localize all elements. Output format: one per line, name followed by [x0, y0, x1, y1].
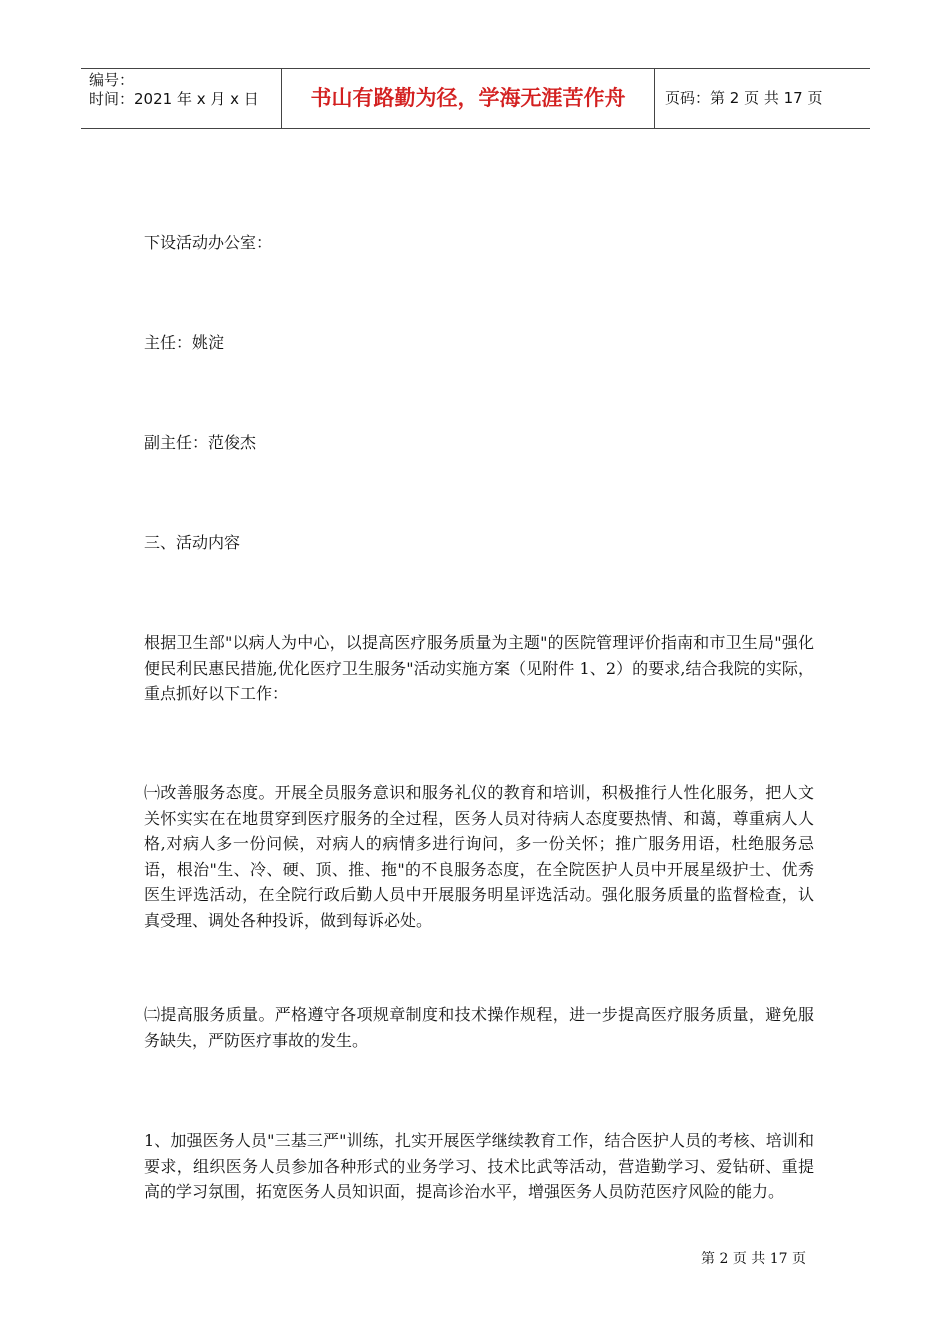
intro-paragraph: 根据卫生部"以病人为中心，以提高医疗服务质量为主题"的医院管理评价指南和市卫生局"强化便民利民惠民措施,优化医疗卫生服务"活动实施方案（见附件 1、2）的要求,结合我院的实际，重点抓好以下工作： — [144, 633, 814, 703]
header-meta-cell — [81, 69, 282, 128]
document-date-label: 时间：2021 年 x 月 x 日 — [89, 90, 259, 108]
paragraph-improve-quality: ㈡提高服务质量。严格遵守各项规章制度和技术操作规程，进一步提高医疗服务质量，避免服务缺失，严防医疗事故的发生。 — [144, 1005, 814, 1050]
section-heading-activity-content: 三、活动内容 — [144, 533, 241, 552]
page-footer: 第 2 页 共 17 页 — [701, 1251, 806, 1267]
paragraph-improve-attitude: ㈠改善服务态度。开展全员服务意识和服务礼仪的教育和培训，积极推行人性化服务，把人文关怀实实在在地贯穿到医疗服务的全过程，医务人员对待病人态度要热情、和蔼，尊重病人人格,对病人多一份问候，对病人的病情多进行询问，多一份关怀；推广服务用语，杜绝服务忌语，根治"生、冷、硬、顶、推、拖"的不良服务态度，在全院医护人员中开展星级护士、优秀医生评选活动，在全院行政后勤人员中开展服务明星评选活动。强化服务质量的监督检查，认真受理、调处各种投诉，做到每诉必处。 — [144, 783, 814, 930]
document-number-label: 编号： — [89, 71, 135, 89]
header-page-number: 页码：第 2 页 共 17 页 — [665, 89, 823, 107]
director-line: 主任：姚淀 — [144, 333, 225, 352]
deputy-director-line: 副主任：范俊杰 — [144, 433, 257, 452]
page-header — [81, 68, 870, 129]
paragraph-training: 1、加强医务人员"三基三严"训练，扎实开展医学继续教育工作，结合医护人员的考核、培训和要求，组织医务人员参加各种形式的业务学习、技术比武等活动，营造勤学习、爱钻研、重提高的学习氛围，拓宽医务人员知识面，提高诊治水平，增强医务人员防范医疗风险的能力。 — [144, 1131, 814, 1201]
office-heading: 下设活动办公室： — [144, 233, 273, 252]
header-motto: 书山有路勤为径，学海无涯苦作舟 — [282, 69, 655, 128]
